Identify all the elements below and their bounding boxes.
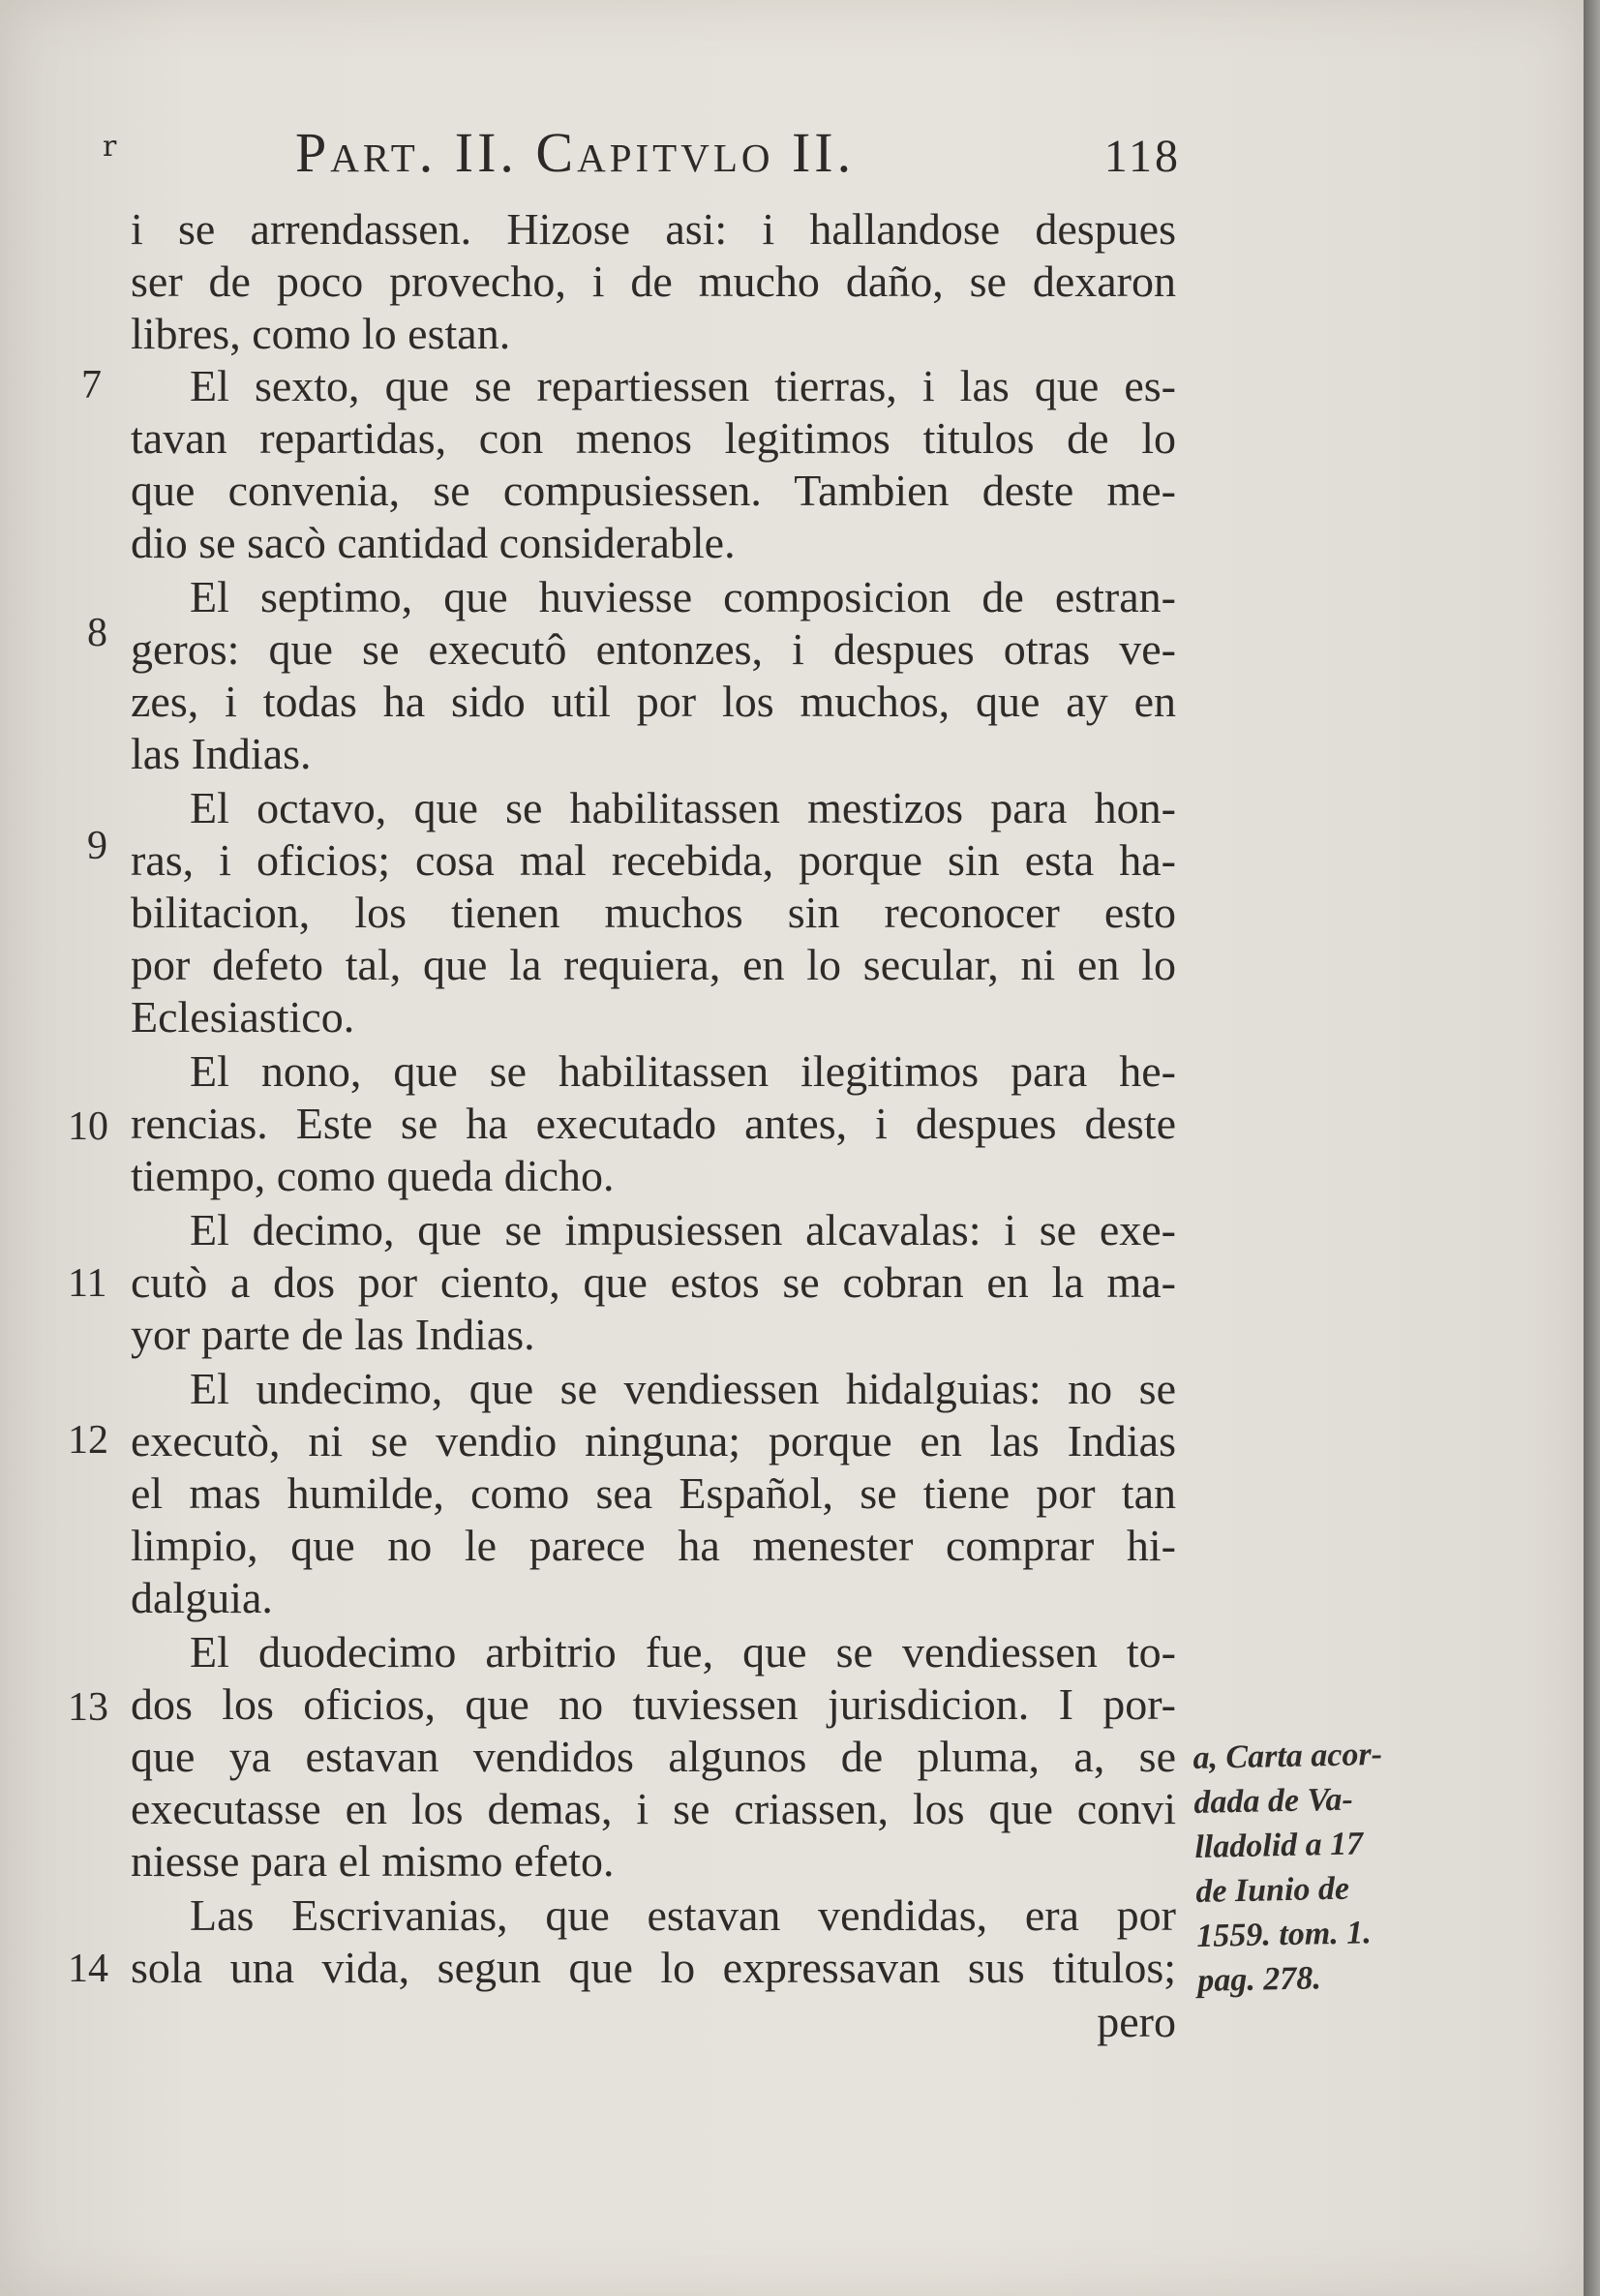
body-line: las Indias. (131, 729, 312, 778)
body-line: sola una vida, segun que lo expressavan sus titulos; (131, 1943, 1176, 1992)
margin-note-line: dada de Va- (1193, 1781, 1354, 1821)
body-line: bilitacion, los tienen muchos sin reconocer esto (131, 888, 1176, 937)
catchword: pero (1097, 1997, 1176, 2046)
body-line: ras, i oficios; cosa mal recebida, porque sin esta ha- (131, 835, 1176, 885)
page-number: 118 (1103, 131, 1181, 182)
body-line: Las Escrivanias, que estavan vendidas, era por (190, 1890, 1176, 1940)
body-line: El nono, que se habilitassen ilegitimos para he- (190, 1046, 1176, 1096)
paragraph-number: 10 (68, 1104, 108, 1149)
margin-note-line: de Iunio de (1194, 1870, 1350, 1910)
body-line: que convenia, se compusiessen. Tambien deste me- (131, 466, 1176, 515)
body-line: libres, como lo estan. (131, 309, 511, 358)
paragraph-number: 12 (68, 1418, 108, 1463)
paragraph-number: 9 (87, 824, 107, 868)
body-line: rencias. Este se ha executado antes, i despues deste (131, 1099, 1176, 1148)
body-line: El octavo, que se habilitassen mestizos para hon- (190, 783, 1176, 832)
body-line: El septimo, que huviesse composicion de estran- (190, 572, 1176, 621)
paragraph-number: 11 (68, 1261, 107, 1306)
body-line: limpio, que no le parece ha menester comprar hi- (131, 1521, 1176, 1570)
paragraph-number: 14 (68, 1947, 108, 1991)
body-line: i se arrendassen. Hizose asi: i hallandose despues (131, 204, 1176, 254)
body-line: zes, i todas ha sido util por los muchos, que ay en (131, 677, 1176, 726)
margin-note-line: a, Carta acor- (1192, 1736, 1383, 1776)
body-line: El decimo, que se impusiessen alcavalas: i se exe- (190, 1205, 1176, 1254)
body-line: cutò a dos por ciento, que estos se cobran en la ma- (131, 1257, 1176, 1307)
body-line: Eclesiastico. (131, 992, 355, 1042)
paragraph-number: 7 (81, 363, 102, 408)
corner-mark: r (103, 130, 117, 164)
body-line: ser de poco provecho, i de mucho daño, se dexaron (131, 257, 1176, 306)
margin-note-line: lladolid a 17 (1194, 1826, 1364, 1865)
body-line: por defeto tal, que la requiera, en lo secular, ni en lo (131, 940, 1176, 989)
body-line: geros: que se executô entonzes, i despues otras ve- (131, 624, 1176, 674)
body-line: El sexto, que se repartiessen tierras, i las que es- (190, 361, 1176, 410)
body-line: executò, ni se vendio ninguna; porque en las Indias (131, 1416, 1176, 1465)
page-edge (1584, 0, 1600, 2296)
body-line: executasse en los demas, i se criassen, los que convi (131, 1784, 1176, 1833)
body-line: el mas humilde, como sea Español, se tiene por tan (131, 1468, 1176, 1518)
running-title: Part. II. Capitvlo II. (295, 121, 856, 184)
paragraph-number: 13 (68, 1685, 108, 1730)
paragraph-number: 8 (87, 611, 107, 655)
body-line: tavan repartidas, con menos legitimos titulos de lo (131, 413, 1176, 463)
body-line: niesse para el mismo efeto. (131, 1836, 615, 1886)
body-line: que ya estavan vendidos algunos de pluma, a, se (131, 1732, 1176, 1781)
body-line: dio se sacò cantidad considerable. (131, 518, 736, 567)
body-line: yor parte de las Indias. (131, 1310, 535, 1359)
margin-note-line: pag. 278. (1196, 1960, 1322, 1999)
body-line: El undecimo, que se vendiessen hidalguias: no se (190, 1364, 1176, 1413)
body-line: tiempo, como queda dicho. (131, 1151, 615, 1200)
body-line: dos los oficios, que no tuviessen jurisdicion. I por- (131, 1679, 1176, 1729)
margin-note-line: 1559. tom. 1. (1195, 1915, 1373, 1954)
body-line: El duodecimo arbitrio fue, que se vendiessen to- (190, 1627, 1176, 1677)
margin-note (1192, 1732, 1440, 2004)
body-line: dalguia. (131, 1573, 273, 1622)
